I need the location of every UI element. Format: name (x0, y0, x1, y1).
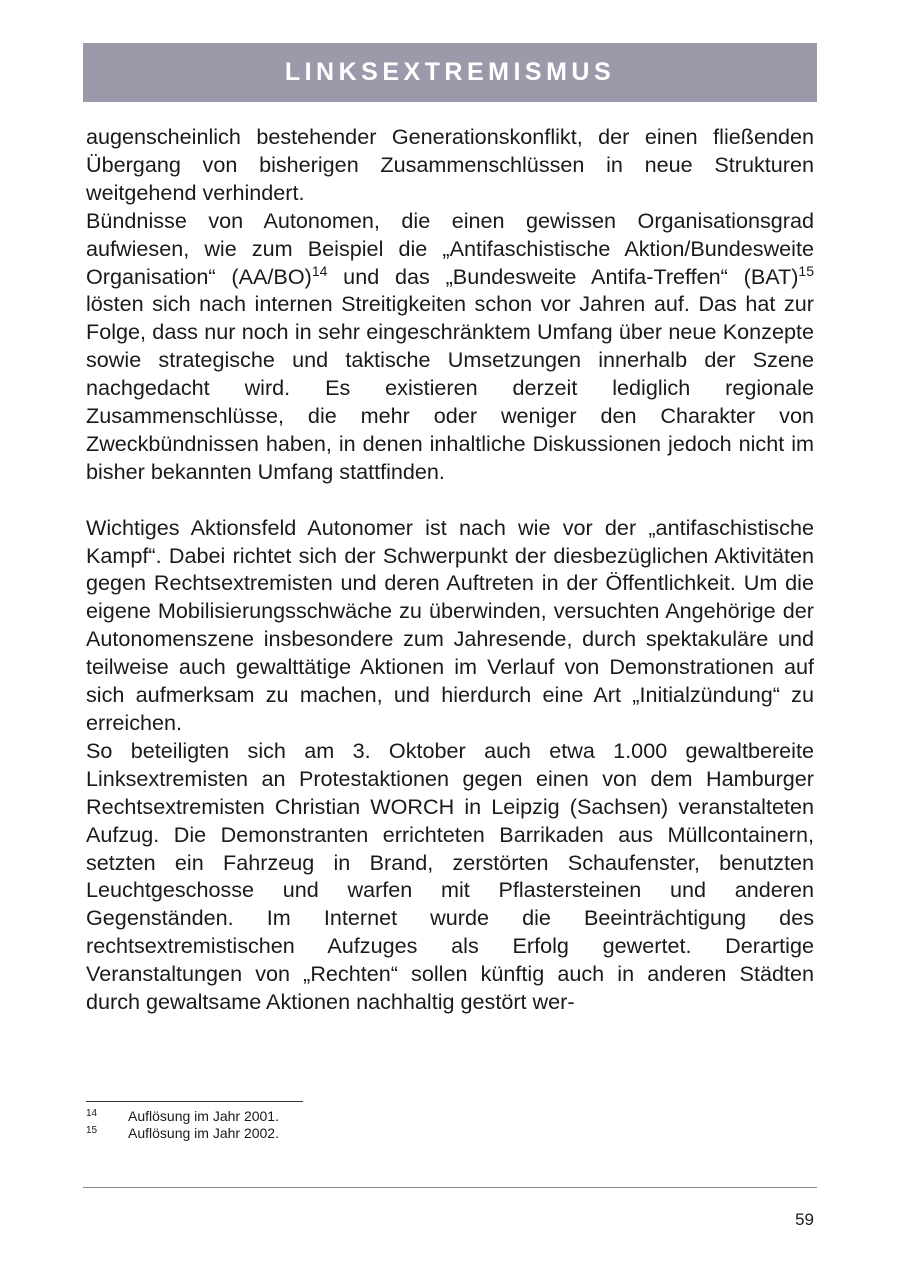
section-title: LINKSEXTREMISMUS (284, 58, 616, 86)
footnote-item (86, 1108, 686, 1125)
footnote-text: Auflösung im Jahr 2002. (128, 1125, 279, 1141)
footnote-item (86, 1125, 686, 1142)
paragraph-text: lösten sich nach internen Streitigkeiten schon vor Jahren auf. Das hat zur Folge, dass nur noch in sehr eingeschränktem Umfang über neue Konzepte sowie strategische und taktische Umsetzungen innerhalb der Szene nachgedacht wird. Es existieren derzeit lediglich regionale Zusammenschlüsse, die mehr oder weniger den Charakter von Zweckbündnissen haben, in denen inhaltliche Diskussionen jedoch nicht im bisher bekannten Umfang stattfinden. (86, 291, 814, 484)
paragraph: So beteiligten sich am 3. Oktober auch etwa 1.000 gewaltbereite Linksextremisten an Protestaktionen gegen einen von dem Hamburger Rechtsextremisten Christian WORCH in Leipzig (Sachsen) veranstalteten Aufzug. Die Demonstranten errichteten Barrikaden aus Müllcontainern, setzten ein Fahrzeug in Brand, zerstörten Schaufenster, benutzten Leuchtgeschosse und warfen mit Pflastersteinen und anderen Gegenständen. Im Internet wurde die Beeinträchtigung des rechtsextremistischen Aufzuges als Erfolg gewertet. Derartige Veranstaltungen von „Rechten“ sollen künftig auch in anderen Städten durch gewaltsame Aktionen nachhaltig gestört wer- (86, 737, 814, 1015)
footnote-ref-14[interactable]: 14 (311, 262, 328, 279)
footer-divider (83, 1187, 817, 1188)
paragraph-text: Bündnisse von Autonomen, die einen gewissen Organisationsgrad aufwiesen, wie zum Beispiel die „Antifaschistische Aktion/Bundesweite Organisation“ (AA/BO) (86, 207, 814, 289)
footnote-number: 14 (86, 1108, 98, 1119)
footnote-divider (86, 1101, 303, 1102)
footnote-number: 15 (86, 1125, 98, 1136)
paragraph-text: und das „Bundesweite Antifa-Treffen“ (BAT) (327, 263, 799, 289)
page-number: 59 (795, 1210, 814, 1229)
footnote-ref-15[interactable]: 15 (798, 262, 814, 279)
paragraph-spacer (86, 486, 814, 514)
paragraph: augenscheinlich bestehender Generationskonflikt, der einen fließenden Übergang von bisherigen Zusammenschlüssen in neue Strukturen weitgehend verhindert. (86, 124, 814, 205)
footnotes (86, 1108, 686, 1142)
footnote-text: Auflösung im Jahr 2001. (128, 1108, 279, 1124)
main-text (86, 123, 814, 1016)
paragraph (86, 207, 814, 486)
section-header (83, 43, 817, 102)
paragraph: Wichtiges Aktionsfeld Autonomer ist nach wie vor der „antifaschistische Kampf“. Dabei richtet sich der Schwerpunkt der diesbezüglichen Aktivitäten gegen Rechtsextremisten und deren Auftreten in der Öffentlichkeit. Um die eigene Mobilisierungsschwäche zu überwinden, versuchten Angehörige der Autonomenszene insbesondere zum Jahresende, durch spektakuläre und teilweise auch gewalttätige Aktionen im Verlauf von Demonstrationen auf sich aufmerksam zu machen, und hierdurch eine Art „Initialzündung“ zu erreichen. (86, 514, 814, 736)
